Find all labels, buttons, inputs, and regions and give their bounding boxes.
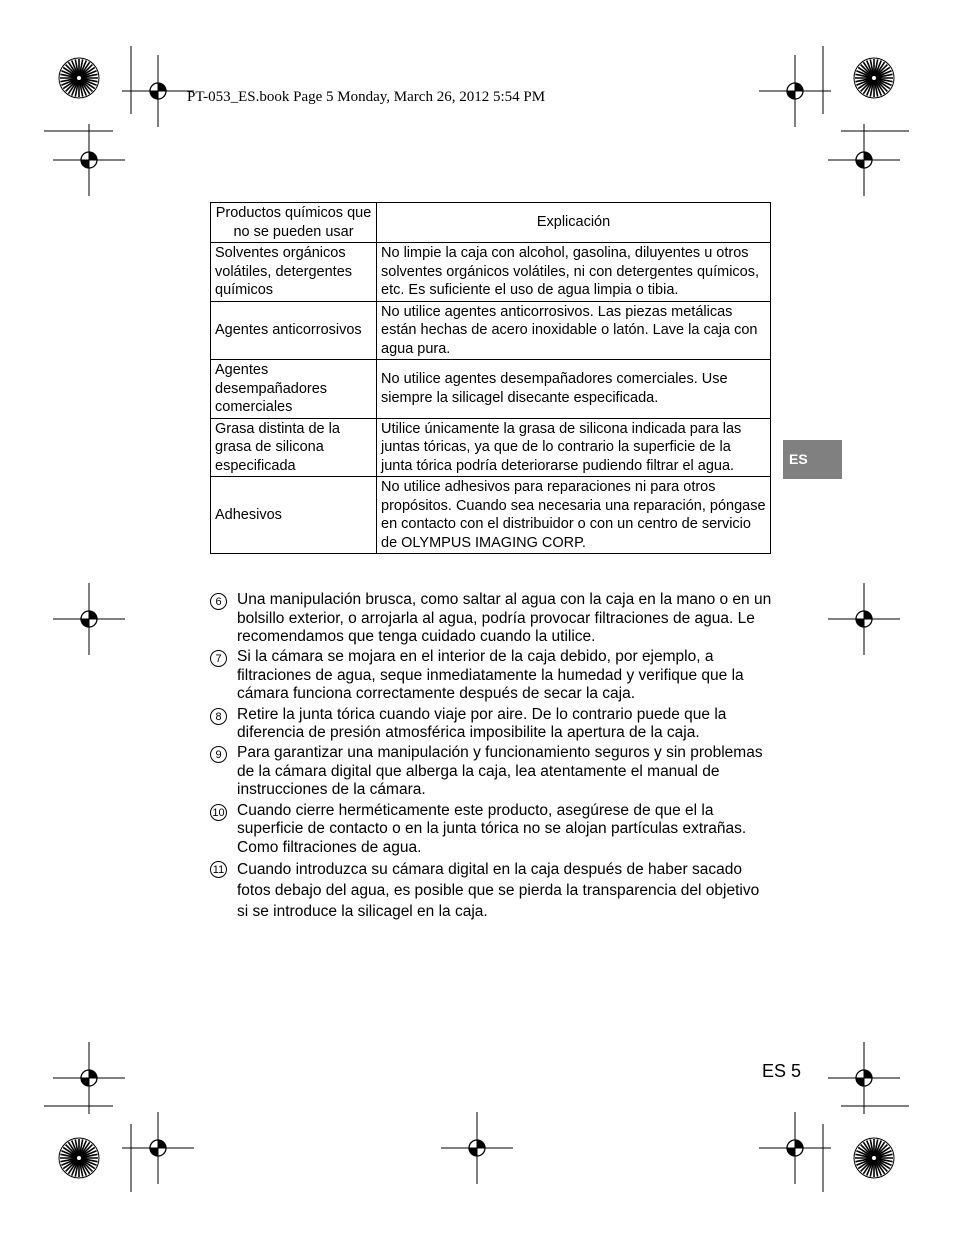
cell-explanation: No utilice adhesivos para reparaciones ni para otros propósitos. Cuando sea necesaria una reparación, póngase en contacto con el distribuidor o con un centro de servicio de OLYMPUS IMAGING CORP. bbox=[377, 477, 771, 554]
item-number: 9 bbox=[210, 746, 227, 763]
item-number: 7 bbox=[210, 650, 227, 667]
cell-explanation: Utilice únicamente la grasa de silicona indicada para las juntas tóricas, ya que de lo contrario la superficie de la junta tórica podría deteriorarse pudiendo filtrar el agua. bbox=[377, 418, 771, 477]
item-number: 6 bbox=[210, 593, 227, 610]
table-header-row bbox=[211, 203, 771, 243]
column-header-explanation: Explicación bbox=[377, 203, 771, 243]
precautions-list bbox=[210, 591, 772, 923]
page-number: ES 5 bbox=[762, 1061, 802, 1081]
column-header-chemical: Productos químicos que no se pueden usar bbox=[211, 203, 377, 243]
list-item bbox=[210, 744, 772, 800]
item-text: Retire la junta tórica cuando viaje por aire. De lo contrario puede que la diferencia de presión atmosférica imposibilite la apertura de la caja. bbox=[237, 705, 727, 742]
list-item bbox=[210, 859, 772, 922]
cell-chemical: Agentes anticorrosivos bbox=[211, 301, 377, 360]
item-text: Cuando cierre herméticamente este producto, asegúrese de que el la superficie de contacto o en la junta tórica no se alojan partículas extrañas. Como filtraciones de agua. bbox=[237, 801, 747, 856]
cell-chemical: Grasa distinta de la grasa de silicona especificada bbox=[211, 418, 377, 477]
cell-chemical: Agentes desempañadores comerciales bbox=[211, 360, 377, 419]
item-text: Si la cámara se mojara en el interior de la caja debido, por ejemplo, a filtraciones de agua, seque inmediatamente la humedad y verifique que la cámara funciona correctamente después de secar la caja. bbox=[237, 648, 744, 703]
cell-explanation: No limpie la caja con alcohol, gasolina, diluyentes u otros solventes orgánicos volátiles, ni con detergentes químicos, etc. Es suficiente el uso de agua limpia o tibia. bbox=[377, 243, 771, 302]
item-text: Para garantizar una manipulación y funcionamiento seguros y sin problemas de la cámara digital que alberga la caja, lea atentamente el manual de instrucciones de la cámara. bbox=[237, 744, 763, 799]
language-tab: ES bbox=[783, 440, 842, 479]
table-row bbox=[211, 243, 771, 302]
cell-chemical: Solventes orgánicos volátiles, detergentes químicos bbox=[211, 243, 377, 302]
list-item bbox=[210, 648, 772, 704]
book-header-line: PT-053_ES.book Page 5 Monday, March 26, 2012 5:54 PM bbox=[187, 89, 546, 105]
item-number: 10 bbox=[210, 804, 227, 821]
list-item bbox=[210, 706, 772, 743]
table-row bbox=[211, 418, 771, 477]
list-item bbox=[210, 591, 772, 647]
cell-chemical: Adhesivos bbox=[211, 477, 377, 554]
item-text: Cuando introduzca su cámara digital en la caja después de haber sacado fotos debajo del agua, es posible que se pierda la transparencia del objetivo si se introduce la silicagel en la caja. bbox=[237, 860, 760, 920]
table-row bbox=[211, 360, 771, 419]
item-number: 8 bbox=[210, 708, 227, 725]
cell-explanation: No utilice agentes anticorrosivos. Las piezas metálicas están hechas de acero inoxidable o latón. Lave la caja con agua pura. bbox=[377, 301, 771, 360]
item-text: Una manipulación brusca, como saltar al agua con la caja en la mano o en un bolsillo exterior, o arrojarla al agua, podría provocar filtraciones de agua. Le recomendamos que tenga cuidado cuando la utilice. bbox=[237, 591, 772, 646]
table-row bbox=[211, 301, 771, 360]
chemicals-table bbox=[210, 202, 771, 554]
table-row bbox=[211, 477, 771, 554]
item-number: 11 bbox=[210, 861, 227, 878]
list-item bbox=[210, 802, 772, 858]
cell-explanation: No utilice agentes desempañadores comerciales. Use siempre la silicagel disecante especificada. bbox=[377, 360, 771, 419]
